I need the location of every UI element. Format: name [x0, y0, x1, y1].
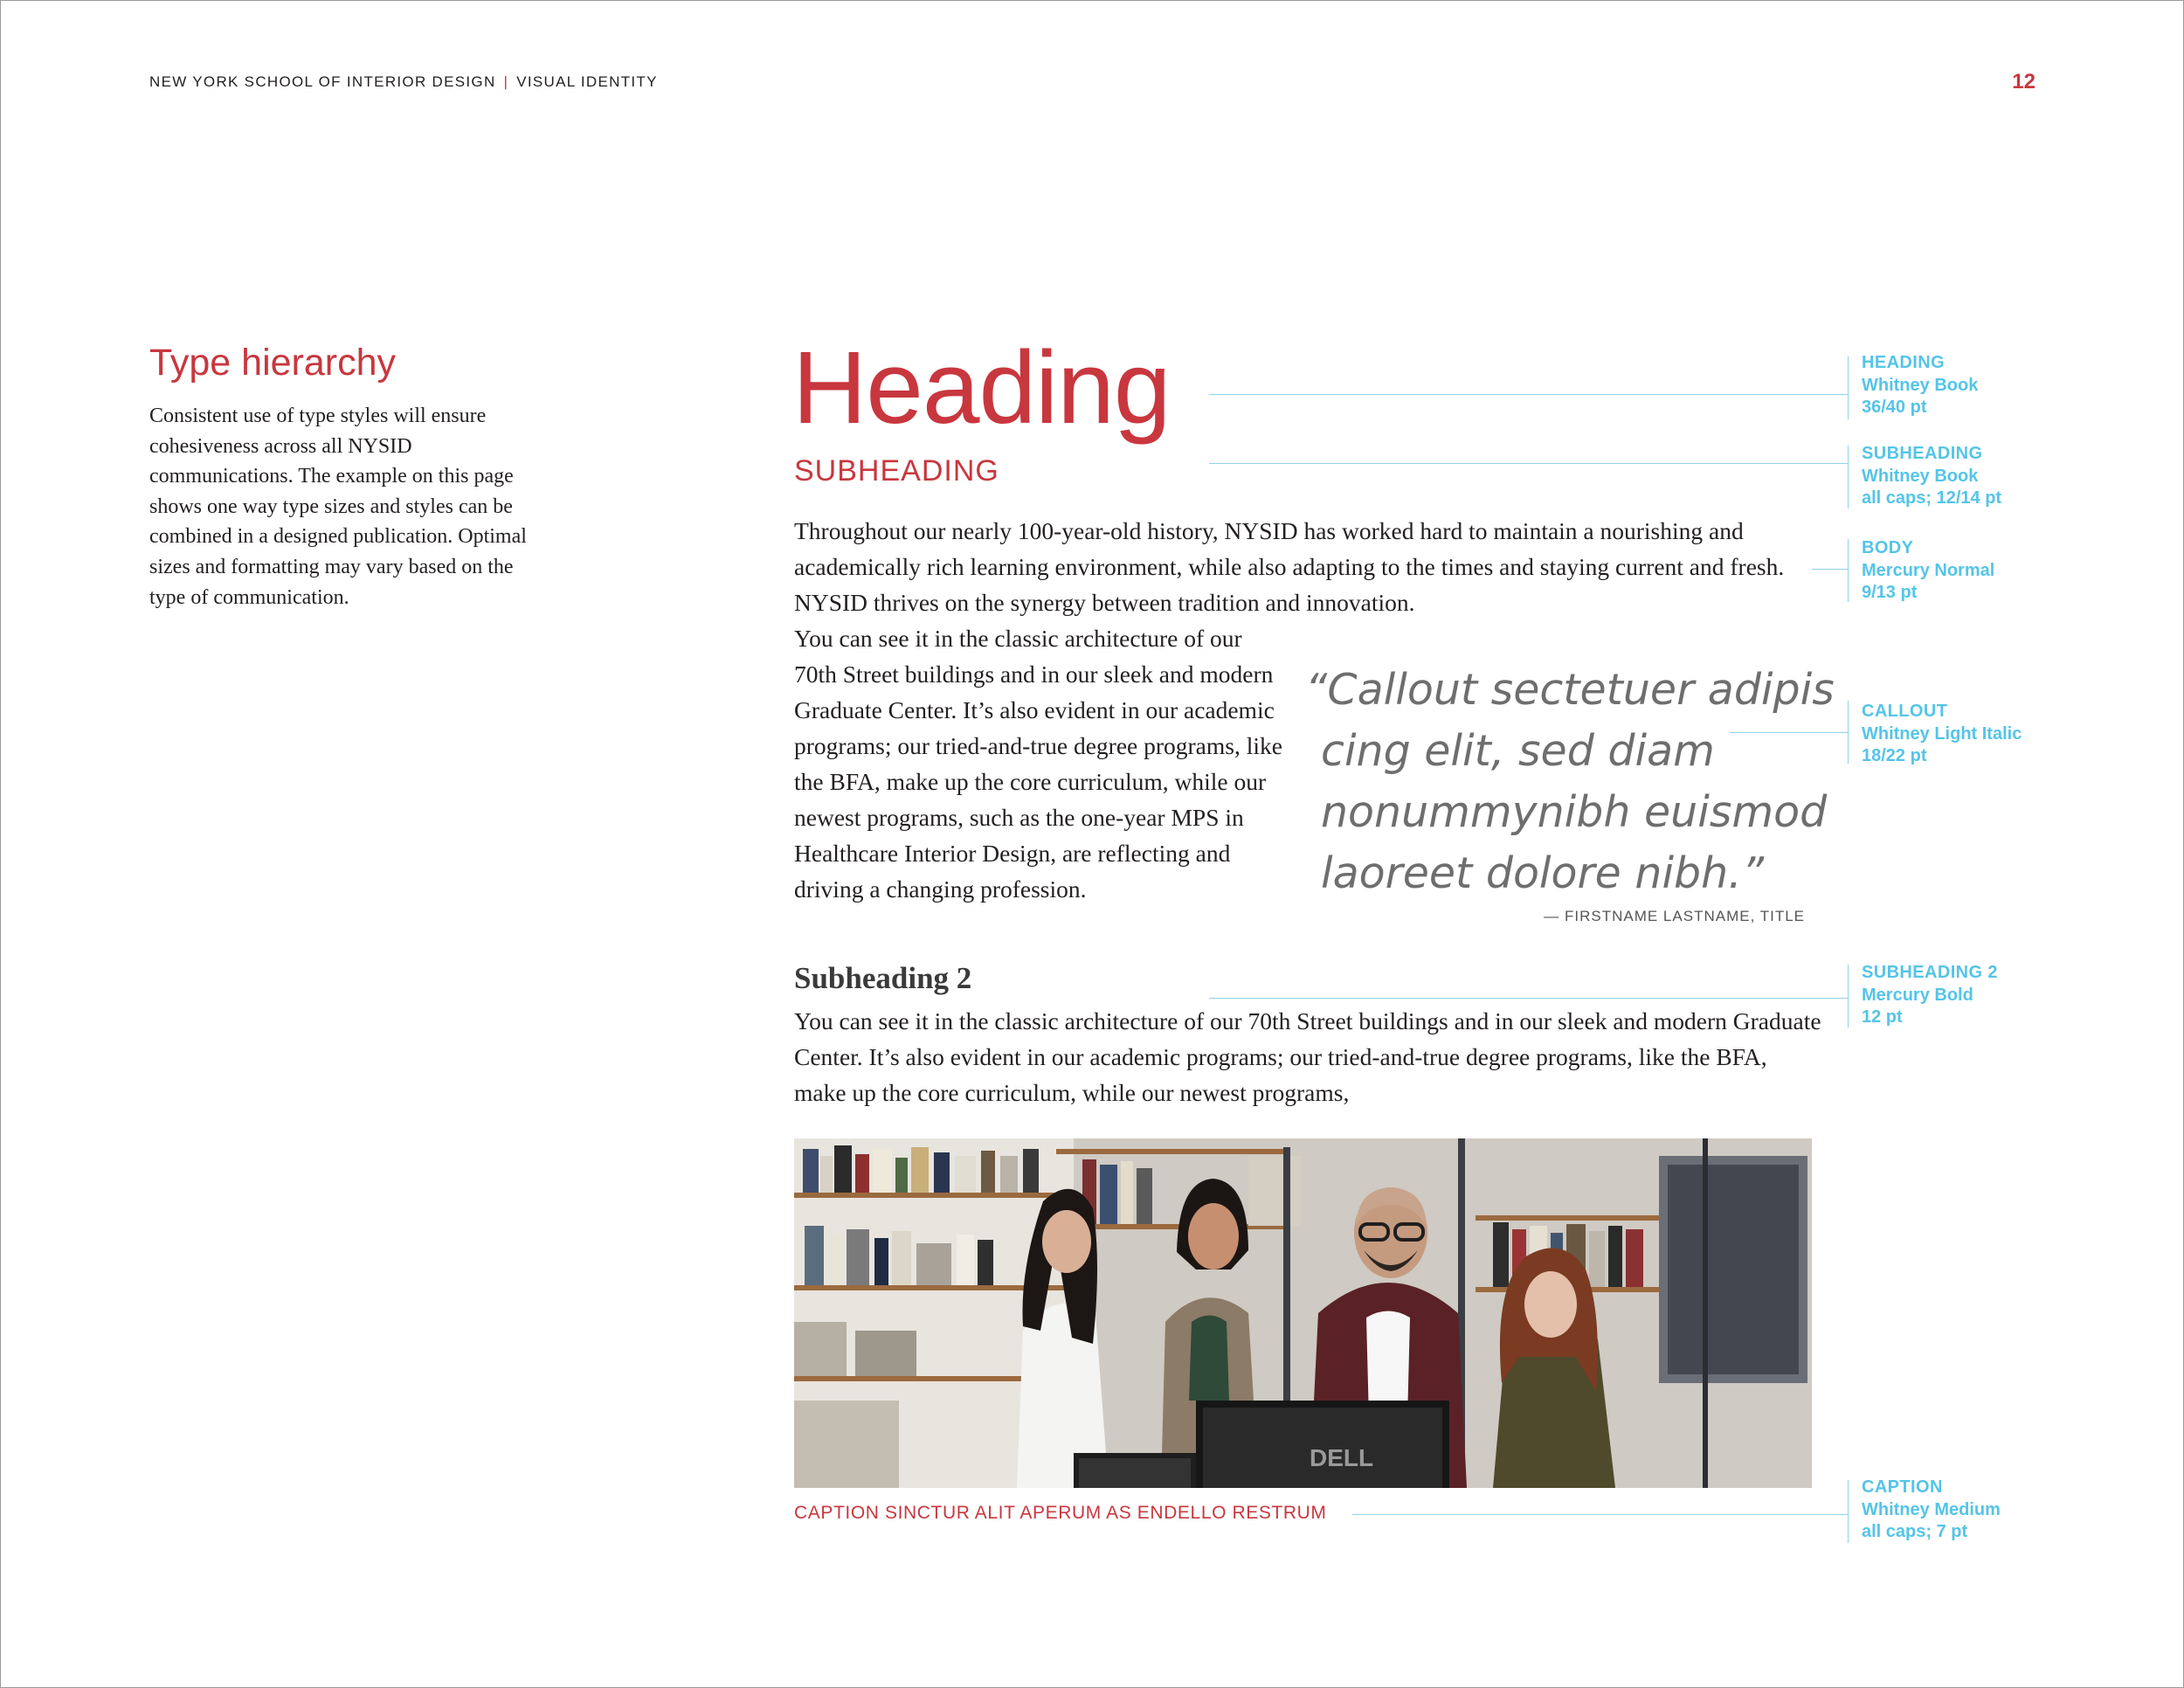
sample-callout-quote: [1305, 660, 1835, 904]
spec-font: Whitney Book: [1862, 466, 1979, 486]
spec-size: 9/13 pt: [1862, 583, 1918, 602]
spec-subheading: [1862, 443, 2001, 510]
spec-font: Whitney Book: [1862, 375, 1979, 395]
spec-size: all caps; 12/14 pt: [1862, 488, 2002, 508]
caption-leader-line: [1352, 1514, 1848, 1515]
spec-name: CAPTION: [1862, 1477, 1943, 1497]
spec-font: Whitney Light Italic: [1862, 723, 2022, 744]
page-number: 12: [2012, 70, 2035, 93]
spec-size: all caps; 7 pt: [1862, 1522, 1968, 1541]
photo-caption: CAPTION SINCTUR ALIT APERUM AS ENDELLO RESTRUM: [794, 1503, 1327, 1523]
library-photo: [794, 1138, 1812, 1488]
spec-bracket-caption: [1848, 1480, 1849, 1543]
sample-subheading-2: Subheading 2: [794, 961, 972, 995]
spec-subheading-2: [1862, 962, 1998, 1029]
body-leader-line: [1812, 569, 1848, 570]
library-photo-illustration: [794, 1138, 1812, 1488]
callout-leader-line: [1730, 732, 1848, 733]
monitor-brand-label: DELL: [1310, 1444, 1374, 1471]
sample-heading: Heading: [792, 330, 1171, 446]
spec-bracket-subheading: [1848, 446, 1849, 508]
spec-caption: [1862, 1477, 2001, 1544]
spec-name: HEADING: [1862, 353, 1946, 372]
section-description: Consistent use of type styles will ensure cohesiveness across all NYSID communications. The example on this page shows one way type sizes and styles can be combined in a designed publication. Optimal sizes and formatting may vary based on the type of communication.: [149, 405, 527, 609]
spec-bracket-subheading-2: [1848, 965, 1849, 1027]
callout-attribution: — FIRSTNAME LASTNAME, TITLE: [1544, 908, 1805, 924]
sample-body-column: You can see it in the classic architecture of our 70th Street buildings and in our sleek and modern Graduate Center. It’s also evident in our academic programs; our tried-and-true degree programs, like the BFA, make up the core curriculum, while our newest programs, such as the one-year MPS in Healthcare Interior Design, are reflecting and driving a changing profession.: [794, 625, 1282, 903]
spec-bracket-body: [1848, 539, 1849, 602]
spec-size: 36/40 pt: [1862, 398, 1927, 417]
spec-font: Mercury Normal: [1862, 560, 1995, 580]
callout-line: cing elit, sed diam: [1321, 726, 1715, 776]
spec-name: SUBHEADING: [1862, 444, 1983, 463]
spec-name: CALLOUT: [1862, 702, 1948, 721]
spec-bracket-heading: [1848, 356, 1849, 419]
callout-line: nonummynibh euismod: [1321, 787, 1828, 837]
spec-font: Mercury Bold: [1862, 985, 1973, 1005]
spec-body: [1862, 537, 1994, 605]
sample-subheading: SUBHEADING: [794, 454, 999, 488]
callout-line: laoreet dolore nibh.”: [1321, 848, 1765, 898]
running-header: [149, 73, 658, 91]
sample-body-paragraph-2: You can see it in the classic architecture of our 70th Street buildings and in our sleek and modern Graduate Center. It’s also evident in our academic programs; our tried-and-true degree programs, like the BFA, make up the core curriculum, while our newest programs,: [794, 1007, 1821, 1106]
spec-font: Whitney Medium: [1862, 1499, 2001, 1519]
spec-name: SUBHEADING 2: [1862, 963, 1998, 982]
spec-heading: [1862, 352, 1978, 419]
spec-bracket-callout: [1848, 701, 1849, 764]
section-title: Type hierarchy: [149, 342, 397, 384]
subheading-leader-line: [1209, 463, 1848, 464]
document-title: VISUAL IDENTITY: [516, 73, 658, 90]
sample-body-paragraph: Throughout our nearly 100-year-old history, NYSID has worked hard to maintain a nourishing and academically rich learning environment, while also adapting to the times and staying current and fresh. NYSID thrives on the synergy between tradition and innovation.: [794, 517, 1785, 616]
organization-name: NEW YORK SCHOOL OF INTERIOR DESIGN: [149, 73, 496, 90]
callout-line: “Callout sectetuer adipis: [1305, 665, 1835, 715]
spec-size: 18/22 pt: [1862, 746, 1927, 765]
header-separator: |: [503, 73, 509, 90]
spec-name: BODY: [1862, 538, 1914, 557]
heading-leader-line: [1209, 394, 1848, 395]
subheading-2-leader-line: [1209, 998, 1848, 999]
spec-size: 12 pt: [1862, 1007, 1903, 1027]
spec-callout: [1862, 701, 2022, 768]
